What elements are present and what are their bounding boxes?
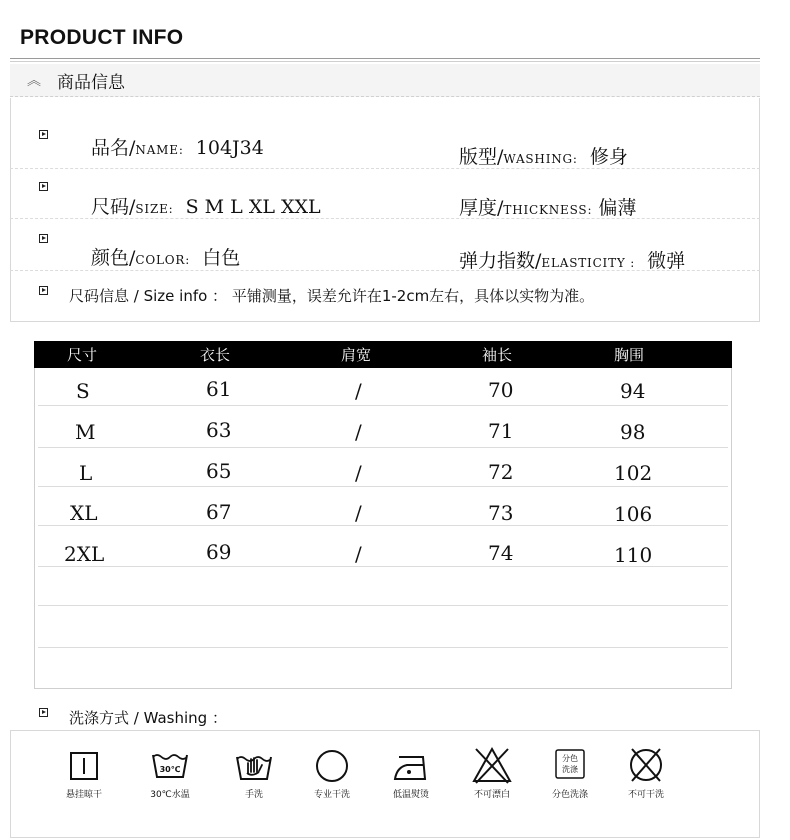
- no-bleach-item: [462, 745, 522, 815]
- row-divider: [38, 447, 728, 448]
- thickness-label-en: THICKNESS:: [503, 203, 593, 217]
- table-cell: XL: [70, 501, 98, 525]
- table-cell: S: [76, 379, 90, 403]
- hand-wash-item: [224, 745, 284, 815]
- name-value: 104J34: [195, 137, 264, 159]
- no-bleach-icon: [472, 745, 512, 785]
- size-info-note: 尺码信息 / Size info ： 平铺测量，误差允许在1-2cm左右，具体以实物为准。: [69, 287, 595, 305]
- table-cell: 106: [614, 502, 653, 526]
- row-divider: [38, 405, 728, 406]
- no-dry-clean-item: [616, 745, 676, 815]
- fit-row: [459, 142, 628, 169]
- table-cell: 67: [206, 500, 232, 524]
- table-cell: /: [355, 379, 362, 403]
- chevron-up-icon: ︽: [27, 73, 41, 89]
- bullet-icon: [39, 130, 48, 139]
- product-name-row: [91, 133, 264, 160]
- professional-dry-clean-item: [302, 745, 362, 815]
- table-cell: L: [79, 461, 93, 485]
- separate-wash-icon: [550, 745, 590, 785]
- wash-30c-label: 30℃水温: [150, 790, 190, 800]
- row-divider: [38, 605, 728, 606]
- hang-dry-item: [54, 745, 114, 815]
- header-cell-size: 尺寸: [67, 346, 98, 364]
- separate-wash-label: 分色洗涤: [551, 790, 588, 800]
- low-temp-iron-item: [381, 745, 441, 815]
- bullet-icon: [39, 234, 48, 243]
- no-bleach-label: 不可漂白: [473, 790, 510, 800]
- row-divider: [38, 647, 728, 648]
- size-label-en: SIZE:: [135, 202, 174, 216]
- table-cell: /: [355, 461, 362, 485]
- header-cell-chest: 胸围: [614, 346, 645, 364]
- table-cell: M: [75, 420, 96, 444]
- elasticity-row: [459, 246, 685, 273]
- professional-dry-clean-label: 专业干洗: [313, 790, 350, 800]
- bullet-icon: [39, 286, 48, 295]
- hang-dry-label: 悬挂晾干: [65, 790, 102, 800]
- header-cell-shoulder: 肩宽: [341, 346, 372, 364]
- table-cell: 98: [620, 420, 646, 444]
- thickness-row: [459, 193, 636, 220]
- fit-label: 版型/: [459, 146, 504, 168]
- color-label-en: COLOR:: [135, 253, 191, 267]
- thickness-value: 偏薄: [598, 197, 637, 219]
- divider: [10, 61, 760, 62]
- wash-30c-icon: [150, 745, 190, 785]
- washing-label: 洗涤方式 / Washing ：: [69, 709, 227, 727]
- elasticity-label: 弹力指数/: [459, 250, 542, 272]
- fit-label-en: WASHING:: [503, 152, 578, 166]
- color-row: [91, 243, 240, 270]
- table-cell: 110: [614, 543, 653, 567]
- wash-temp-text: 30℃: [159, 765, 181, 774]
- table-cell: 72: [488, 460, 514, 484]
- professional-dry-clean-icon: [312, 745, 352, 785]
- row-divider: [38, 486, 728, 487]
- table-cell: /: [355, 501, 362, 525]
- table-cell: 94: [620, 379, 646, 403]
- table-cell: /: [355, 420, 362, 444]
- low-temp-iron-label: 低温熨烫: [392, 790, 429, 800]
- no-dry-clean-icon: [626, 745, 666, 785]
- table-cell: 69: [206, 540, 232, 564]
- table-cell: 2XL: [64, 542, 105, 566]
- table-cell: 74: [488, 541, 514, 565]
- page-title: PRODUCT INFO: [20, 26, 184, 49]
- separate-wash-badge-bottom: 洗涤: [562, 765, 578, 774]
- table-cell: 102: [614, 461, 653, 485]
- fit-value: 修身: [589, 146, 628, 168]
- size-label: 尺码/: [91, 196, 136, 218]
- separate-wash-badge-top: 分色: [562, 754, 578, 763]
- divider: [10, 58, 760, 59]
- divider: [10, 168, 760, 169]
- thickness-label: 厚度/: [459, 197, 504, 219]
- table-cell: 73: [488, 501, 514, 525]
- size-row: [91, 192, 321, 219]
- section-title: 商品信息: [57, 73, 125, 93]
- hand-wash-icon: [234, 745, 274, 785]
- header-cell-sleeve: 袖长: [482, 346, 513, 364]
- table-cell: 61: [206, 377, 232, 401]
- name-label: 品名/: [91, 137, 136, 159]
- wash-30c-item: [140, 745, 200, 815]
- bullet-icon: [39, 708, 48, 717]
- header-cell-length: 衣长: [200, 346, 231, 364]
- size-value: S M L XL XXL: [185, 196, 321, 218]
- separate-wash-item: [540, 745, 600, 815]
- hang-dry-icon: [64, 745, 104, 785]
- color-value: 白色: [202, 247, 241, 269]
- no-dry-clean-label: 不可干洗: [627, 790, 664, 800]
- bullet-icon: [39, 182, 48, 191]
- elasticity-value: 微弹: [647, 250, 686, 272]
- low-temp-iron-icon: [391, 745, 431, 785]
- table-cell: 71: [488, 419, 514, 443]
- color-label: 颜色/: [91, 247, 136, 269]
- elasticity-label-en: ELASTICITY :: [541, 256, 636, 270]
- table-cell: 65: [206, 459, 232, 483]
- table-cell: 63: [206, 418, 232, 442]
- table-cell: /: [355, 542, 362, 566]
- table-cell: 70: [488, 378, 514, 402]
- hand-wash-label: 手洗: [244, 790, 263, 800]
- name-label-en: NAME:: [135, 143, 184, 157]
